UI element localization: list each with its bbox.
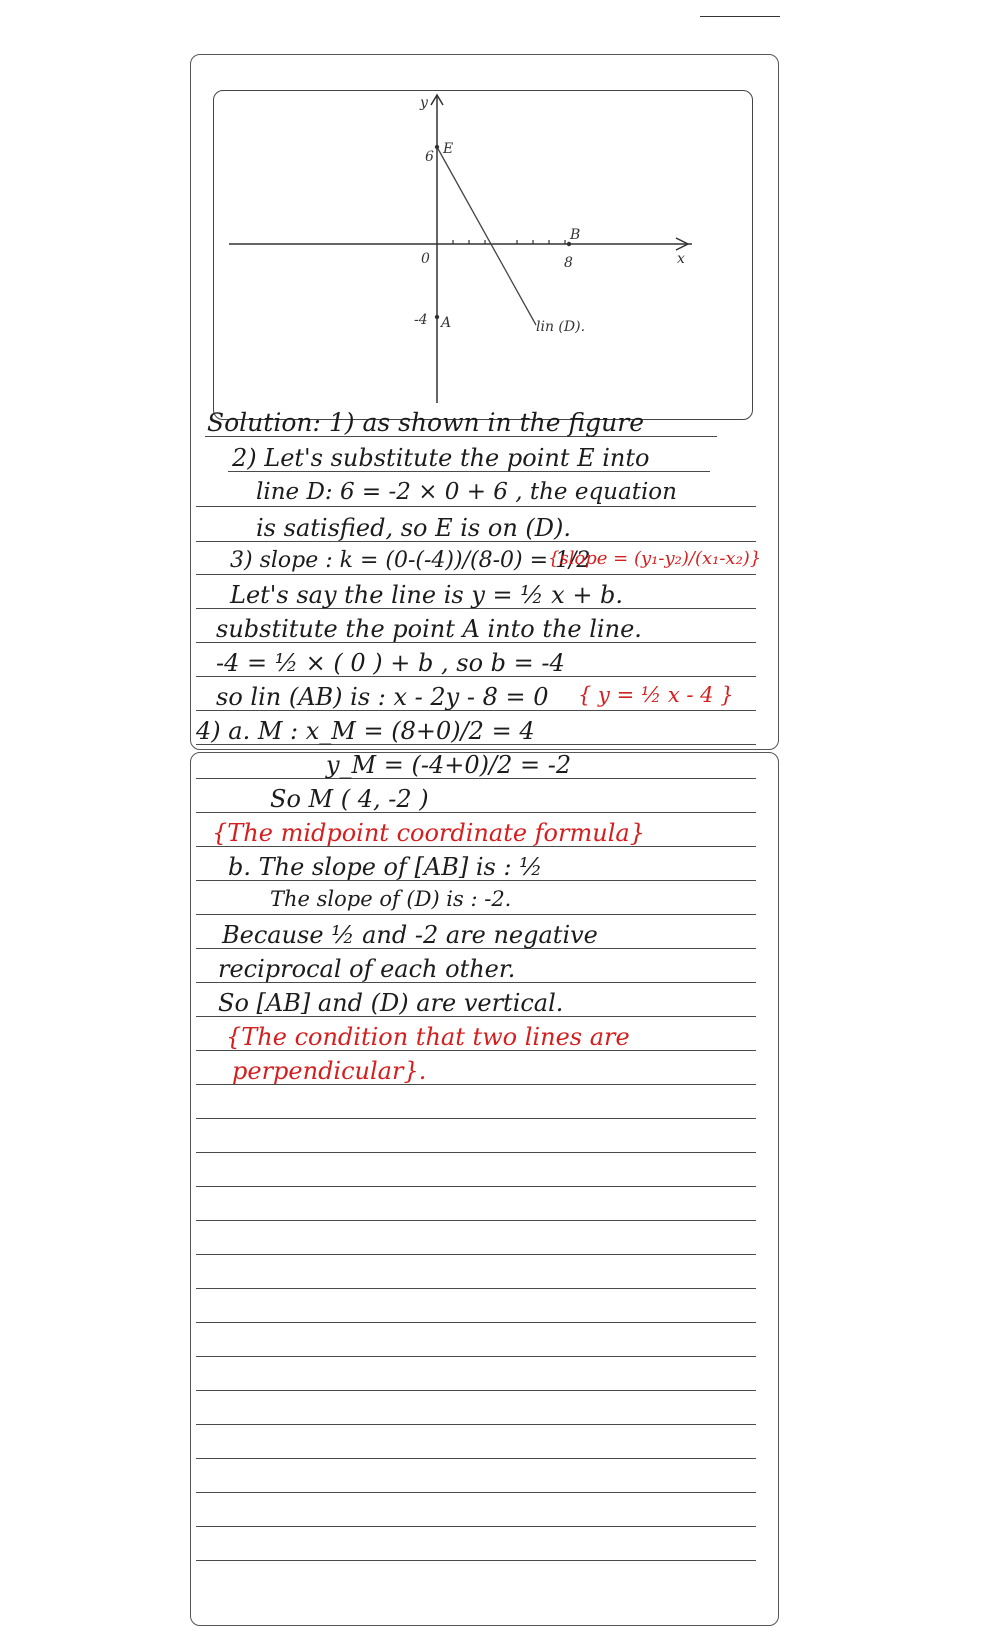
ruled-line (196, 1322, 756, 1323)
solution-line-4: is satisfied, so E is on (D). (256, 514, 572, 542)
part4-line-6: The slope of (D) is : -2. (270, 887, 512, 911)
line-d (437, 147, 536, 325)
ruled-line (196, 914, 756, 915)
solution-line-3: line D: 6 = -2 × 0 + 6 , the equation (256, 479, 677, 505)
point-a (435, 315, 439, 319)
line-d-label: lin (D). (536, 319, 586, 335)
part4-line-11: perpendicular}. (232, 1057, 427, 1085)
ruled-line (196, 1526, 756, 1527)
solution-line-5: 3) slope : k = (0-(-4))/(8-0) = 1/2 (230, 548, 591, 573)
tick-label-minus-four: -4 (414, 312, 428, 328)
ruled-line (196, 1424, 756, 1425)
page-top-mark (700, 16, 780, 17)
solution-line-5-note: {slope = (y₁-y₂)/(x₁-x₂)} (548, 548, 762, 569)
ruled-line (196, 1390, 756, 1391)
coordinate-figure (213, 90, 753, 420)
part4-line-5: b. The slope of [AB] is : ½ (228, 853, 543, 881)
part4-line-8: reciprocal of each other. (218, 955, 516, 983)
tick-label-six: 6 (425, 149, 434, 165)
ruled-line (196, 1152, 756, 1153)
point-e (435, 145, 439, 149)
ruled-line (196, 1560, 756, 1561)
solution-line-9: so lin (AB) is : x - 2y - 8 = 0 (216, 683, 549, 711)
ruled-line (196, 1492, 756, 1493)
solution-line-1: Solution: 1) as shown in the figure (207, 408, 645, 437)
solution-line-8: -4 = ½ × ( 0 ) + b , so b = -4 (216, 649, 565, 677)
tick-label-eight: 8 (564, 255, 573, 271)
ruled-line (196, 1288, 756, 1289)
ruled-line (196, 1186, 756, 1187)
part4-line-2: y_M = (-4+0)/2 = -2 (326, 751, 572, 779)
solution-line-9-note: { y = ½ x - 4 } (578, 683, 734, 707)
x-axis-label: x (677, 251, 685, 267)
origin-label: 0 (421, 251, 430, 267)
point-b-label: B (570, 227, 581, 243)
point-a-label: A (441, 315, 452, 331)
solution-line-6: Let's say the line is y = ½ x + b. (230, 581, 624, 609)
ruled-line (196, 1458, 756, 1459)
ruled-line (196, 1356, 756, 1357)
part4-line-10: {The condition that two lines are (226, 1023, 630, 1051)
ruled-line (196, 506, 756, 507)
ruled-line (196, 1118, 756, 1119)
ruled-line (196, 1254, 756, 1255)
part4-line-1: 4) a. M : x_M = (8+0)/2 = 4 (196, 717, 535, 745)
notebook-card-bottom (190, 752, 779, 1626)
ruled-line (196, 1220, 756, 1221)
coordinate-svg (214, 91, 754, 421)
point-e-label: E (443, 141, 454, 157)
ruled-line (196, 574, 756, 575)
part4-line-9: So [AB] and (D) are vertical. (218, 989, 564, 1017)
solution-line-7: substitute the point A into the line. (216, 615, 642, 643)
y-axis-label: y (420, 95, 428, 111)
part4-line-4: {The midpoint coordinate formula} (212, 819, 645, 847)
part4-line-7: Because ½ and -2 are negative (222, 921, 598, 949)
part4-line-3: So M ( 4, -2 ) (270, 785, 429, 813)
solution-line-2: 2) Let's substitute the point E into (232, 444, 650, 472)
